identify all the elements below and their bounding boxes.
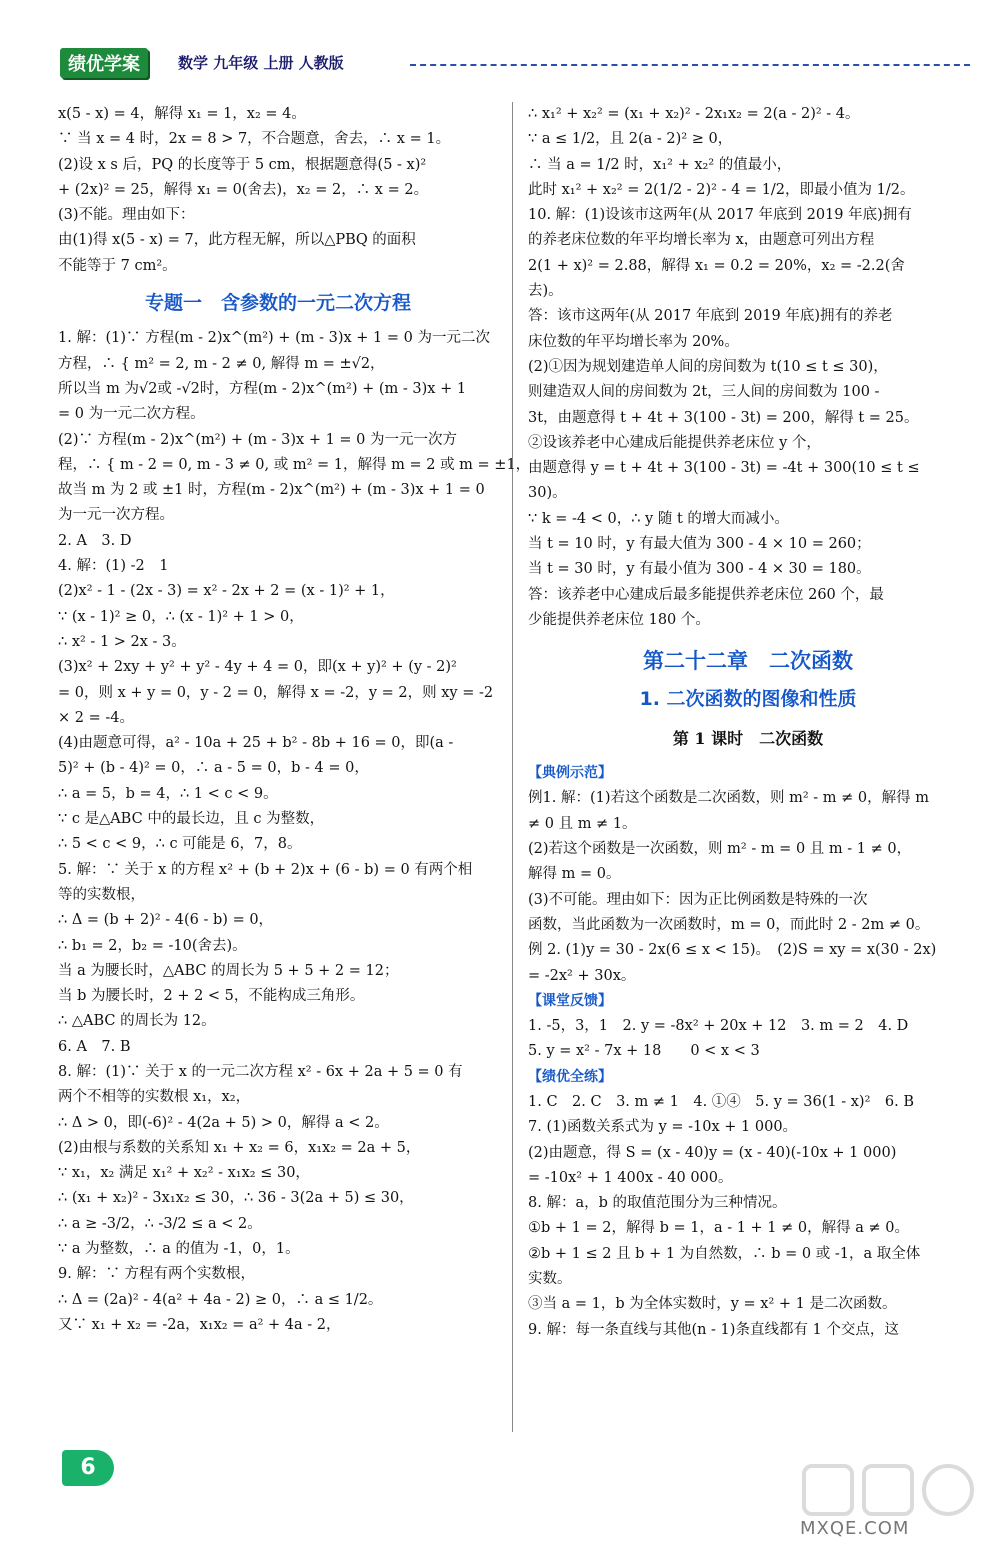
text-line: 由题意得 y = t + 4t + 3(100 - 3t) = -4t + 300(10 ≤ t ≤ xyxy=(528,460,920,477)
text-line: (2)①因为规划建造单人间的房间数为 t(10 ≤ t ≤ 30)， xyxy=(528,358,888,375)
text-line: (3)x² + 2xy + y² + y² - 4y + 4 = 0，即(x + y)² + (y - 2)² xyxy=(58,659,457,676)
text-line: 所以当 m 为√2或 -√2时，方程(m - 2)x^(m²) + (m - 3)x + 1 xyxy=(58,380,467,397)
text-line: ∴ a ≥ -3/2，∴ -3/2 ≤ a < 2。 xyxy=(58,1215,262,1232)
text-line: 例1. 解：(1)若这个函数是二次函数，则 m² - m ≠ 0，解得 m xyxy=(528,790,929,807)
text-line: (4)由题意可得，a² - 10a + 25 + b² - 8b + 16 = 0，即(a - xyxy=(58,735,454,752)
text-line: ∴ x² - 1 > 2x - 3。 xyxy=(58,633,186,650)
tag-feedback: 【课堂反馈】 xyxy=(528,992,612,1009)
text-line: ∴ 当 a = 1/2 时，x₁² + x₂² 的值最小， xyxy=(528,156,792,173)
text-line: ∵ (x - 1)² ≥ 0，∴ (x - 1)² + 1 > 0， xyxy=(58,608,304,625)
text-line: 8. 解：(1)∵ 关于 x 的一元二次方程 x² - 6x + 2a + 5 = 0 有 xyxy=(58,1063,463,1080)
text-line: = 0，则 x + y = 0，y - 2 = 0，解得 x = -2，y = 2，则 xy = -2 xyxy=(58,684,494,701)
column-divider xyxy=(512,102,513,1432)
text-line: 6. A 7. B xyxy=(58,1038,131,1055)
text-line: 解得 m = 0。 xyxy=(528,866,621,883)
text-line: 程，∴ { m - 2 = 0, m - 3 ≠ 0, 或 m² = 1，解得 m = 2 或 m = ±1， xyxy=(58,456,531,473)
text-line: 答：该市这两年(从 2017 年底到 2019 年底)拥有的养老 xyxy=(528,308,893,325)
page-header xyxy=(60,44,970,80)
text-line: 5. y = x² - 7x + 18 0 < x < 3 xyxy=(528,1043,760,1060)
text-line: (2)∵ 方程(m - 2)x^(m²) + (m - 3)x + 1 = 0 为一元一次方 xyxy=(58,431,458,448)
left-column xyxy=(58,102,531,1338)
text-line: 1. 解：(1)∵ 方程(m - 2)x^(m²) + (m - 3)x + 1 = 0 为一元二次 xyxy=(58,330,490,347)
text-line: (3)不可能。理由如下：因为正比例函数是特殊的一次 xyxy=(528,891,868,908)
text-line: (2)x² - 1 - (2x - 3) = x² - 2x + 2 = (x - 1)² + 1， xyxy=(58,583,395,600)
text-line: ∴ Δ = (b + 2)² - 4(6 - b) = 0， xyxy=(58,912,274,929)
text-line: 等的实数根， xyxy=(58,886,145,903)
text-line: ∴ x₁² + x₂² = (x₁ + x₂)² - 2x₁x₂ = 2(a - 2)² - 4。 xyxy=(528,106,860,122)
text-line: ≠ 0 且 m ≠ 1。 xyxy=(528,815,637,832)
right-column xyxy=(528,102,968,1343)
text-line: (2)由题意，得 S = (x - 40)y = (x - 40)(-10x + 1 000) xyxy=(528,1144,897,1161)
text-line: ∴ (x₁ + x₂)² - 3x₁x₂ ≤ 30，∴ 36 - 3(2a + 5) ≤ 30， xyxy=(58,1190,414,1207)
text-line: ∵ c 是△ABC 中的最长边，且 c 为整数， xyxy=(58,811,325,828)
text-line: 3t，由题意得 t + 4t + 3(100 - 3t) = 200，解得 t = 25。 xyxy=(528,409,919,426)
text-line: 当 t = 10 时，y 有最大值为 300 - 4 × 10 = 260； xyxy=(528,536,871,553)
text-line: × 2 = -4。 xyxy=(58,709,134,726)
text-line: ③当 a = 1，b 为全体实数时，y = x² + 1 是二次函数。 xyxy=(528,1296,897,1313)
text-line: ∴ b₁ = 2，b₂ = -10(舍去)。 xyxy=(58,937,247,954)
text-line: 两个不相等的实数根 x₁，x₂， xyxy=(58,1089,251,1106)
text-line: 方程，∴ { m² = 2, m - 2 ≠ 0, 解得 m = ±√2， xyxy=(58,355,385,372)
text-line: ∵ k = -4 < 0，∴ y 随 t 的增大而减小。 xyxy=(528,510,789,527)
text-line: 当 t = 30 时，y 有最小值为 300 - 4 × 30 = 180。 xyxy=(528,561,871,578)
text-line: (3)不能。理由如下： xyxy=(58,207,195,224)
text-line: 为一元一次方程。 xyxy=(58,507,174,524)
text-line: 的养老床位数的年平均增长率为 x，由题意可列出方程 xyxy=(528,232,875,249)
text-line: x(5 - x) = 4，解得 x₁ = 1，x₂ = 4。 xyxy=(58,106,306,122)
text-line: 1. -5，3，1 2. y = -8x² + 20x + 12 3. m = 2 4. D xyxy=(528,1018,909,1035)
text-line: ②设该养老中心建成后能提供养老床位 y 个， xyxy=(528,434,821,451)
text-line: 7. (1)函数关系式为 y = -10x + 1 000。 xyxy=(528,1119,798,1136)
text-line: ∵ a ≤ 1/2，且 2(a - 2)² ≥ 0， xyxy=(528,131,733,148)
text-line: ∴ △ABC 的周长为 12。 xyxy=(58,1013,216,1030)
text-line: 9. 解：∵ 方程有两个实数根， xyxy=(58,1266,256,1283)
text-line: 2. A 3. D xyxy=(58,532,132,549)
text-line: 实数。 xyxy=(528,1271,572,1288)
text-line: 床位数的年平均增长率为 20%。 xyxy=(528,333,739,350)
text-line: ①b + 1 = 2，解得 b = 1，a - 1 + 1 ≠ 0，解得 a ≠ 0。 xyxy=(528,1220,909,1237)
text-line: 又∵ x₁ + x₂ = -2a，x₁x₂ = a² + 4a - 2， xyxy=(58,1316,341,1333)
section-title: 专题一 含参数的一元二次方程 xyxy=(144,292,411,315)
text-line: = -10x² + 1 400x - 40 000。 xyxy=(528,1169,733,1186)
tag-practice: 【绩优全练】 xyxy=(528,1068,612,1085)
page-number: 6 xyxy=(62,1450,114,1486)
text-line: 少能提供养老床位 180 个。 xyxy=(528,611,710,628)
text-line: ∴ 5 < c < 9，∴ c 可能是 6，7，8。 xyxy=(58,836,302,853)
text-line: 8. 解：a，b 的取值范围分为三种情况。 xyxy=(528,1195,787,1212)
text-line: ∴ a = 5，b = 4，∴ 1 < c < 9。 xyxy=(58,785,278,802)
text-line: 10. 解：(1)设该市这两年(从 2017 年底到 2019 年底)拥有 xyxy=(528,207,912,224)
text-line: (2)若这个函数是一次函数，则 m² - m = 0 且 m - 1 ≠ 0， xyxy=(528,841,912,858)
brand-logo: 绩优学案 xyxy=(60,48,148,78)
text-line: ②b + 1 ≤ 2 且 b + 1 为自然数，∴ b = 0 或 -1，a 取全体 xyxy=(528,1245,921,1262)
text-line: (2)由根与系数的关系知 x₁ + x₂ = 6，x₁x₂ = 2a + 5， xyxy=(58,1139,421,1156)
lesson-title: 第 1 课时 二次函数 xyxy=(672,728,824,748)
text-line: + (2x)² = 25，解得 x₁ = 0(舍去)，x₂ = 2，∴ x = 2。 xyxy=(58,181,429,198)
chapter-title: 第二十二章 二次函数 xyxy=(643,649,853,674)
text-line: ∴ Δ = (2a)² - 4(a² + 4a - 2) ≥ 0，∴ a ≤ 1/2。 xyxy=(58,1291,383,1308)
text-line: (2)设 x s 后，PQ 的长度等于 5 cm，根据题意得(5 - x)² xyxy=(58,156,427,173)
text-line: 1. C 2. C 3. m ≠ 1 4. ①④ 5. y = 36(1 - x)² 6. B xyxy=(528,1093,915,1110)
tag-example: 【典例示范】 xyxy=(528,765,612,782)
text-line: 函数，当此函数为一次函数时，m = 0，而此时 2 - 2m ≠ 0。 xyxy=(528,916,930,933)
text-line: = 0 为一元二次方程。 xyxy=(58,406,205,423)
text-line: 当 b 为腰长时，2 + 2 < 5，不能构成三角形。 xyxy=(58,988,365,1005)
text-line: 2(1 + x)² = 2.88，解得 x₁ = 0.2 = 20%，x₂ = -2.2(舍 xyxy=(528,257,905,274)
text-line: 例 2. (1)y = 30 - 2x(6 ≤ x < 15)。 (2)S = xy = x(30 - 2x) xyxy=(528,942,937,959)
text-line: 答：该养老中心建成后最多能提供养老床位 260 个，最 xyxy=(528,586,884,603)
text-line: = -2x² + 30x。 xyxy=(528,967,636,984)
text-line: 5. 解：∵ 关于 x 的方程 x² + (b + 2)x + (6 - b) = 0 有两个相 xyxy=(58,861,473,878)
subject-label: 数学 九年级 上册 人教版 xyxy=(178,54,344,72)
text-line: 故当 m 为 2 或 ±1 时，方程(m - 2)x^(m²) + (m - 3)x + 1 = 0 xyxy=(58,482,485,499)
header-rule xyxy=(410,64,970,66)
text-line: 9. 解：每一条直线与其他(n - 1)条直线都有 1 个交点，这 xyxy=(528,1321,899,1338)
text-line: ∵ a 为整数，∴ a 的值为 -1，0，1。 xyxy=(58,1241,300,1258)
text-line: 由(1)得 x(5 - x) = 7，此方程无解，所以△PBQ 的面积 xyxy=(58,232,416,249)
text-line: 当 a 为腰长时，△ABC 的周长为 5 + 5 + 2 = 12； xyxy=(58,962,399,979)
subsection-title: 1. 二次函数的图像和性质 xyxy=(639,687,857,710)
text-line: 4. 解：(1) -2 1 xyxy=(58,558,169,575)
text-line: 则建造双人间的房间数为 2t，三人间的房间数为 100 - xyxy=(528,384,880,401)
watermark-text: MXQE.COM xyxy=(800,1518,910,1539)
text-line: 此时 x₁² + x₂² = 2(1/2 - 2)² - 4 = 1/2，即最小值为 1/2。 xyxy=(528,181,915,198)
text-line: ∵ 当 x = 4 时，2x = 8 > 7，不合题意，舍去，∴ x = 1。 xyxy=(58,131,451,148)
text-line: 不能等于 7 cm²。 xyxy=(58,257,177,274)
text-line: 5)² + (b - 4)² = 0，∴ a - 5 = 0，b - 4 = 0， xyxy=(58,760,369,777)
text-line: 去)。 xyxy=(528,283,563,300)
text-line: ∵ x₁，x₂ 满足 x₁² + x₂² - x₁x₂ ≤ 30， xyxy=(58,1165,310,1182)
text-line: ∴ Δ > 0，即(-6)² - 4(2a + 5) > 0，解得 a < 2。 xyxy=(58,1114,389,1131)
text-line: 30)。 xyxy=(528,485,567,502)
